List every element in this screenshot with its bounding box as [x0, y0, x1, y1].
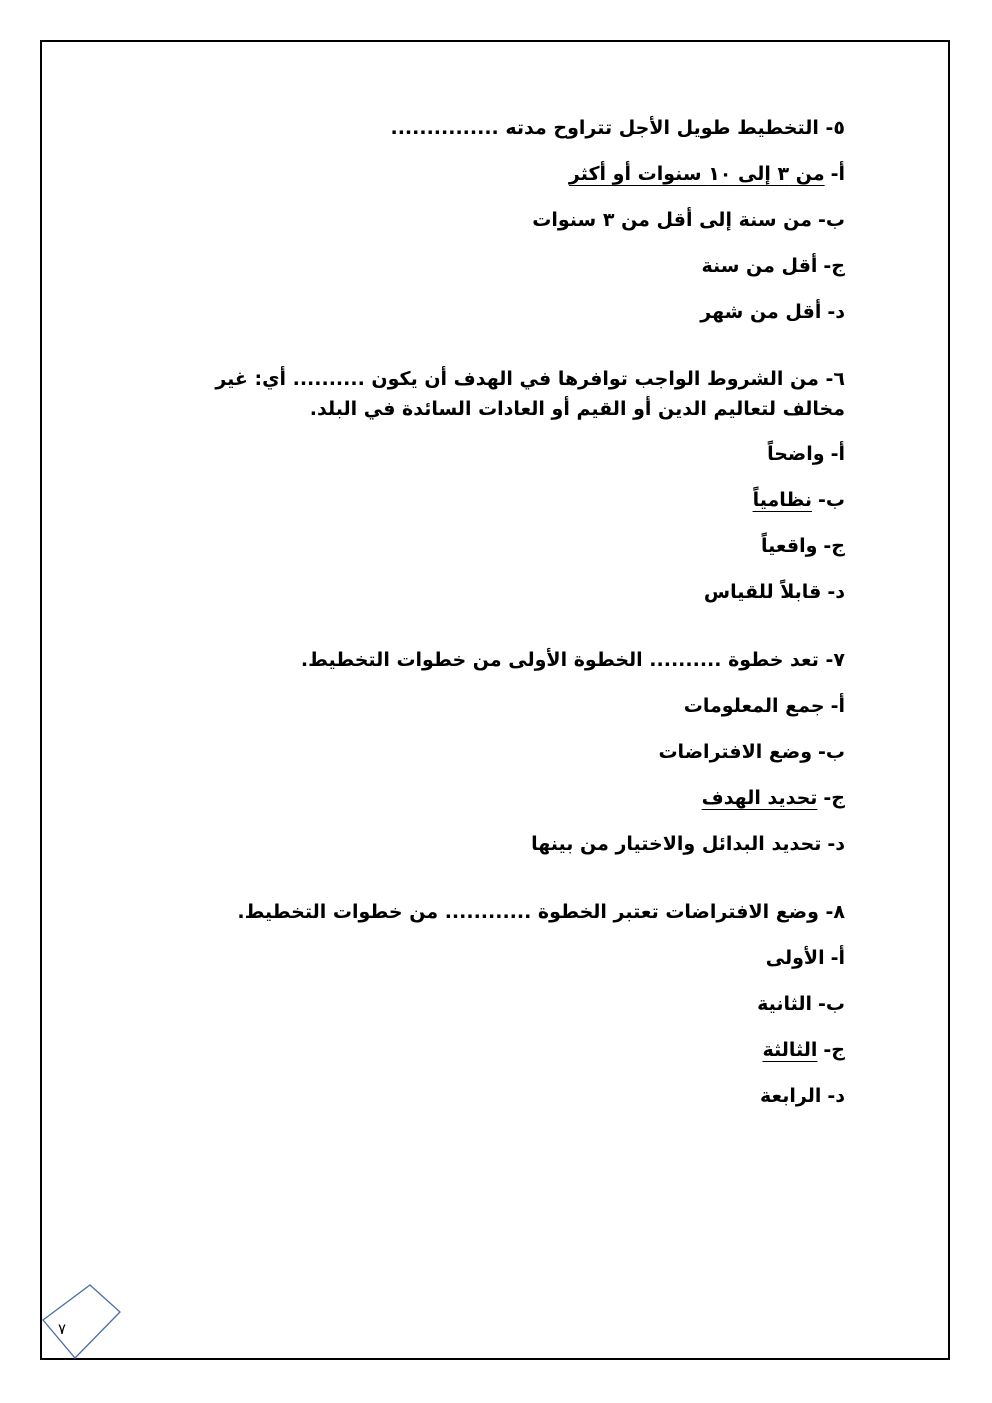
option-marker: د-: [827, 1085, 845, 1107]
option-text: واضحاً: [767, 443, 825, 465]
question-text: [170, 644, 845, 676]
question-body: من الشروط الواجب توافرها في الهدف أن يكون .......... أي: غير مخالف لتعاليم الدين أو القيم أو العادات السائدة في البلد.: [215, 368, 845, 420]
option-marker: ج-: [823, 1039, 845, 1061]
question-text: [170, 364, 845, 424]
option-b: [170, 484, 845, 516]
option-d: [170, 828, 845, 860]
option-c: [170, 250, 845, 282]
option-marker: د-: [827, 301, 845, 323]
option-text: قابلاً للقياس: [703, 581, 822, 603]
option-c: [170, 530, 845, 562]
option-a: [170, 158, 845, 190]
page-number-diamond-icon: [40, 1280, 130, 1370]
option-text: جمع المعلومات: [683, 695, 825, 717]
option-marker: د-: [827, 581, 845, 603]
option-marker: ب-: [818, 993, 845, 1015]
option-text: من ٣ إلى ١٠ سنوات أو أكثر: [568, 163, 825, 185]
question-number: ٦-: [825, 368, 845, 390]
question-body: تعد خطوة .......... الخطوة الأولى من خطوات التخطيط.: [300, 649, 819, 671]
question-8: [170, 896, 845, 1112]
option-text: الثالثة: [762, 1039, 818, 1061]
question-number: ٥-: [825, 117, 845, 139]
option-text: الرابعة: [759, 1085, 822, 1107]
option-c: [170, 1034, 845, 1066]
option-marker: ب-: [818, 209, 845, 231]
option-b: [170, 736, 845, 768]
option-text: أقل من سنة: [701, 255, 818, 277]
option-marker: ج-: [823, 255, 845, 277]
option-text: نظامياً: [752, 489, 813, 511]
option-marker: أ-: [830, 947, 845, 969]
option-text: تحديد البدائل والاختيار من بينها: [531, 833, 822, 855]
question-text: [170, 896, 845, 928]
question-body: وضع الافتراضات تعتبر الخطوة ............ من خطوات التخطيط.: [237, 901, 819, 923]
quiz-content: [170, 112, 845, 1126]
option-a: [170, 690, 845, 722]
option-a: [170, 942, 845, 974]
option-marker: ج-: [823, 535, 845, 557]
option-text: الأولى: [765, 947, 825, 969]
option-b: [170, 204, 845, 236]
question-7: [170, 644, 845, 860]
option-d: [170, 296, 845, 328]
page-number: ٧: [58, 1320, 67, 1338]
option-a: [170, 438, 845, 470]
option-text: أقل من شهر: [700, 301, 822, 323]
option-marker: ب-: [818, 489, 845, 511]
option-d: [170, 1080, 845, 1112]
option-marker: أ-: [830, 163, 845, 185]
option-c: [170, 782, 845, 814]
option-text: تحديد الهدف: [701, 787, 818, 809]
question-6: [170, 364, 845, 608]
option-b: [170, 988, 845, 1020]
option-text: وضع الافتراضات: [658, 741, 813, 763]
option-marker: ب-: [818, 741, 845, 763]
option-marker: أ-: [830, 443, 845, 465]
option-marker: د-: [827, 833, 845, 855]
option-text: من سنة إلى أقل من ٣ سنوات: [532, 209, 813, 231]
question-body: التخطيط طويل الأجل تتراوح مدته ...............: [390, 117, 819, 139]
question-number: ٧-: [825, 649, 845, 671]
option-marker: أ-: [830, 695, 845, 717]
option-text: واقعياً: [761, 535, 818, 557]
option-marker: ج-: [823, 787, 845, 809]
question-number: ٨-: [825, 901, 845, 923]
option-text: الثانية: [757, 993, 813, 1015]
question-5: [170, 112, 845, 328]
question-text: [170, 112, 845, 144]
option-d: [170, 576, 845, 608]
